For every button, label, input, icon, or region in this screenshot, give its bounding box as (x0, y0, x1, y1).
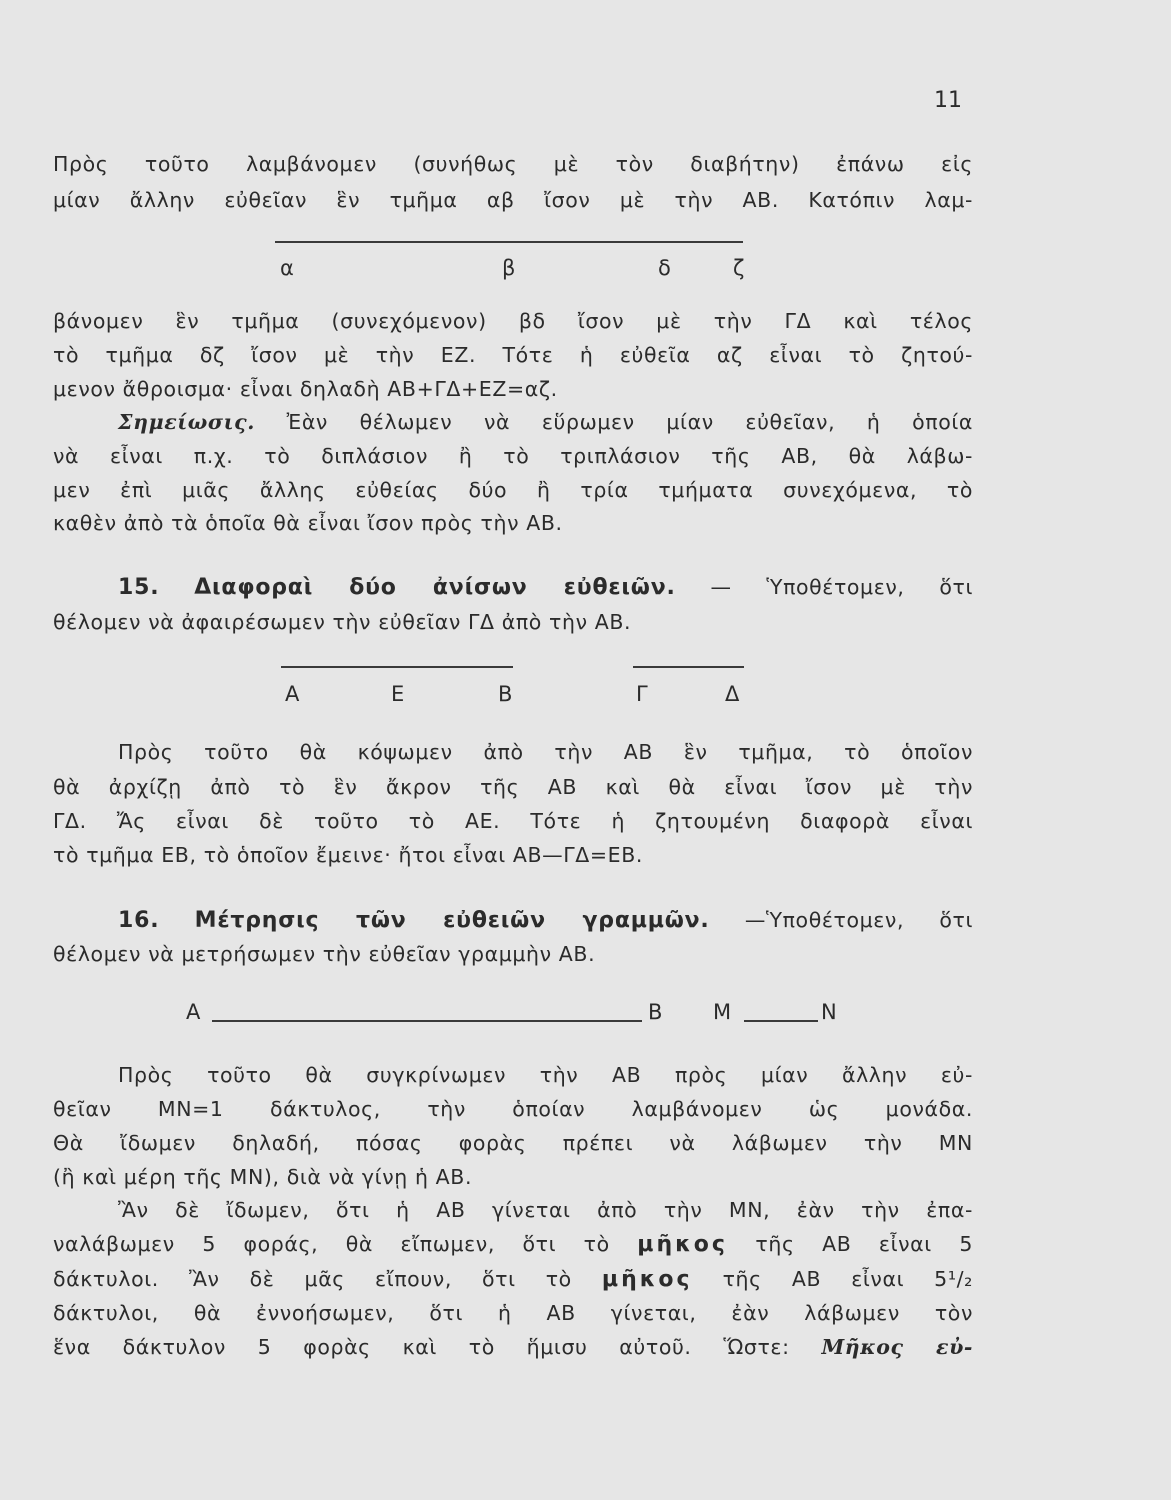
mikos-word: μῆκος (601, 1267, 693, 1292)
figure2-label-G: Γ (636, 682, 648, 706)
figure2-label-E: Ε (391, 682, 405, 706)
final-line-1: Ἂν δὲ ἴδωμεν, ὅτι ἡ ΑΒ γίνεται ἀπὸ τὴν ΜΝ, ἐὰν τὴν ἐπα- (118, 1198, 973, 1222)
paragraph-line: θὰ ἀρχίζῃ ἀπὸ τὸ ἓν ἄκρον τῆς ΑΒ καὶ θὰ εἶναι ἴσον μὲ τὴν (53, 775, 973, 799)
intro-line-2: μίαν ἄλλην εὐθεῖαν ἓν τμῆμα αβ ἴσον μὲ τὴν ΑΒ. Κατόπιν λαμ- (53, 188, 973, 212)
final-text: τῆς ΑΒ εἶναι 5 (755, 1232, 973, 1256)
final-text: ἕνα δάκτυλον 5 φορὰς καὶ τὸ ἥμισυ αὐτοῦ. Ὥστε: (53, 1335, 790, 1359)
figure1-label-beta: β (502, 256, 516, 280)
figure3-line-ab (212, 1020, 642, 1022)
final-line-4: δάκτυλοι, θὰ ἐννοήσωμεν, ὅτι ἡ ΑΒ γίνεται, ἐὰν λάβωμεν τὸν (53, 1301, 973, 1325)
final-line-2 (53, 1232, 973, 1257)
definition-start: Μῆκος εὐ- (821, 1335, 973, 1359)
figure3-label-B: Β (648, 1000, 663, 1024)
section15-heading-line (118, 575, 973, 600)
section16-text: —Ὑποθέτομεν, ὅτι (744, 908, 973, 932)
figure3-line-mn (744, 1020, 818, 1022)
paragraph-line: θεῖαν ΜΝ=1 δάκτυλος, τὴν ὁποίαν λαμβάνομεν ὡς μονάδα. (53, 1097, 973, 1121)
section16-title: Μέτρησις τῶν εὐθειῶν γραμμῶν. (194, 908, 710, 933)
final-text: δάκτυλοι. Ἂν δὲ μᾶς εἴπουν, ὅτι τὸ (53, 1267, 572, 1291)
section16-heading-line (118, 908, 973, 933)
figure3-label-M: Μ (713, 1000, 732, 1024)
paragraph-line: τὸ τμῆμα ΕΒ, τὸ ὁποῖον ἔμεινε· ἤτοι εἶναι ΑΒ—ΓΔ=ΕΒ. (53, 843, 643, 867)
note-line: μεν ἐπὶ μιᾶς ἄλλης εὐθείας δύο ἢ τρία τμήματα συνεχόμενα, τὸ (53, 478, 973, 502)
figure2-label-A: Α (285, 682, 300, 706)
final-text: ναλάβωμεν 5 φοράς, θὰ εἴπωμεν, ὅτι τὸ (53, 1232, 610, 1256)
paragraph-line: τὸ τμῆμα δζ ἴσον μὲ τὴν ΕΖ. Τότε ἡ εὐθεῖα αζ εἶναι τὸ ζητού- (53, 343, 973, 367)
figure1-label-alpha: α (280, 256, 294, 280)
mikos-word: μῆκος (637, 1232, 728, 1257)
paragraph-line: Θὰ ἴδωμεν δηλαδή, πόσας φορὰς πρέπει νὰ λάβωμεν τὴν ΜΝ (53, 1131, 973, 1155)
section15-text: — Ὑποθέτομεν, ὅτι (710, 575, 973, 599)
paragraph-line: Πρὸς τοῦτο θὰ κόψωμεν ἀπὸ τὴν ΑΒ ἓν τμῆμα, τὸ ὁποῖον (118, 740, 973, 764)
section15-line: θέλομεν νὰ ἀφαιρέσωμεν τὴν εὐθεῖαν ΓΔ ἀπὸ τὴν ΑΒ. (53, 610, 632, 634)
intro-line-1: Πρὸς τοῦτο λαμβάνομεν (συνήθως μὲ τὸν διαβήτην) ἐπάνω εἰς (53, 152, 973, 176)
figure3-label-A: Α (186, 1000, 201, 1024)
section15-number: 15. (118, 575, 160, 600)
note-first-line (118, 410, 973, 434)
paragraph-line: (ἢ καὶ μέρη τῆς ΜΝ), διὰ νὰ γίνῃ ἡ ΑΒ. (53, 1165, 473, 1189)
paragraph-line: ΓΔ. Ἄς εἶναι δὲ τοῦτο τὸ ΑΕ. Τότε ἡ ζητουμένη διαφορὰ εἶναι (53, 809, 973, 833)
note-line: καθὲν ἀπὸ τὰ ὁποῖα θὰ εἶναι ἴσον πρὸς τὴν ΑΒ. (53, 511, 563, 535)
note-text: Ἐὰν θέλωμεν νὰ εὕρωμεν μίαν εὐθεῖαν, ἡ ὁποία (286, 410, 973, 434)
figure3-label-N: Ν (821, 1000, 837, 1024)
figure1-label-zeta: ζ (733, 256, 745, 280)
final-line-5 (53, 1335, 973, 1359)
section16-line: θέλομεν νὰ μετρήσωμεν τὴν εὐθεῖαν γραμμὴν ΑΒ. (53, 942, 596, 966)
figure1-label-delta: δ (658, 256, 671, 280)
final-text: τῆς ΑΒ εἶναι 5¹/₂ (722, 1267, 973, 1291)
paragraph-line: μενον ἄθροισμα· εἶναι δηλαδὴ ΑΒ+ΓΔ+ΕΖ=αζ. (53, 377, 558, 401)
final-line-3 (53, 1267, 973, 1292)
paragraph-line: βάνομεν ἓν τμῆμα (συνεχόμενον) βδ ἴσον μὲ τὴν ΓΔ καὶ τέλος (53, 309, 973, 333)
paragraph-line: Πρὸς τοῦτο θὰ συγκρίνωμεν τὴν ΑΒ πρὸς μίαν ἄλλην εὐ- (118, 1063, 973, 1087)
figure1-line (275, 241, 743, 243)
note-line: νὰ εἶναι π.χ. τὸ διπλάσιον ἢ τὸ τριπλάσιον τῆς ΑΒ, θὰ λάβω- (53, 444, 973, 468)
figure2-line-gd (633, 666, 744, 668)
section15-title: Διαφοραὶ δύο ἀνίσων εὐθειῶν. (194, 575, 676, 600)
section16-number: 16. (118, 908, 160, 933)
figure2-label-B: Β (498, 682, 513, 706)
note-label: Σημείωσις. (118, 410, 255, 434)
figure2-label-D: Δ (725, 682, 740, 706)
page-number: 11 (934, 88, 962, 113)
figure2-line-ab (281, 666, 513, 668)
